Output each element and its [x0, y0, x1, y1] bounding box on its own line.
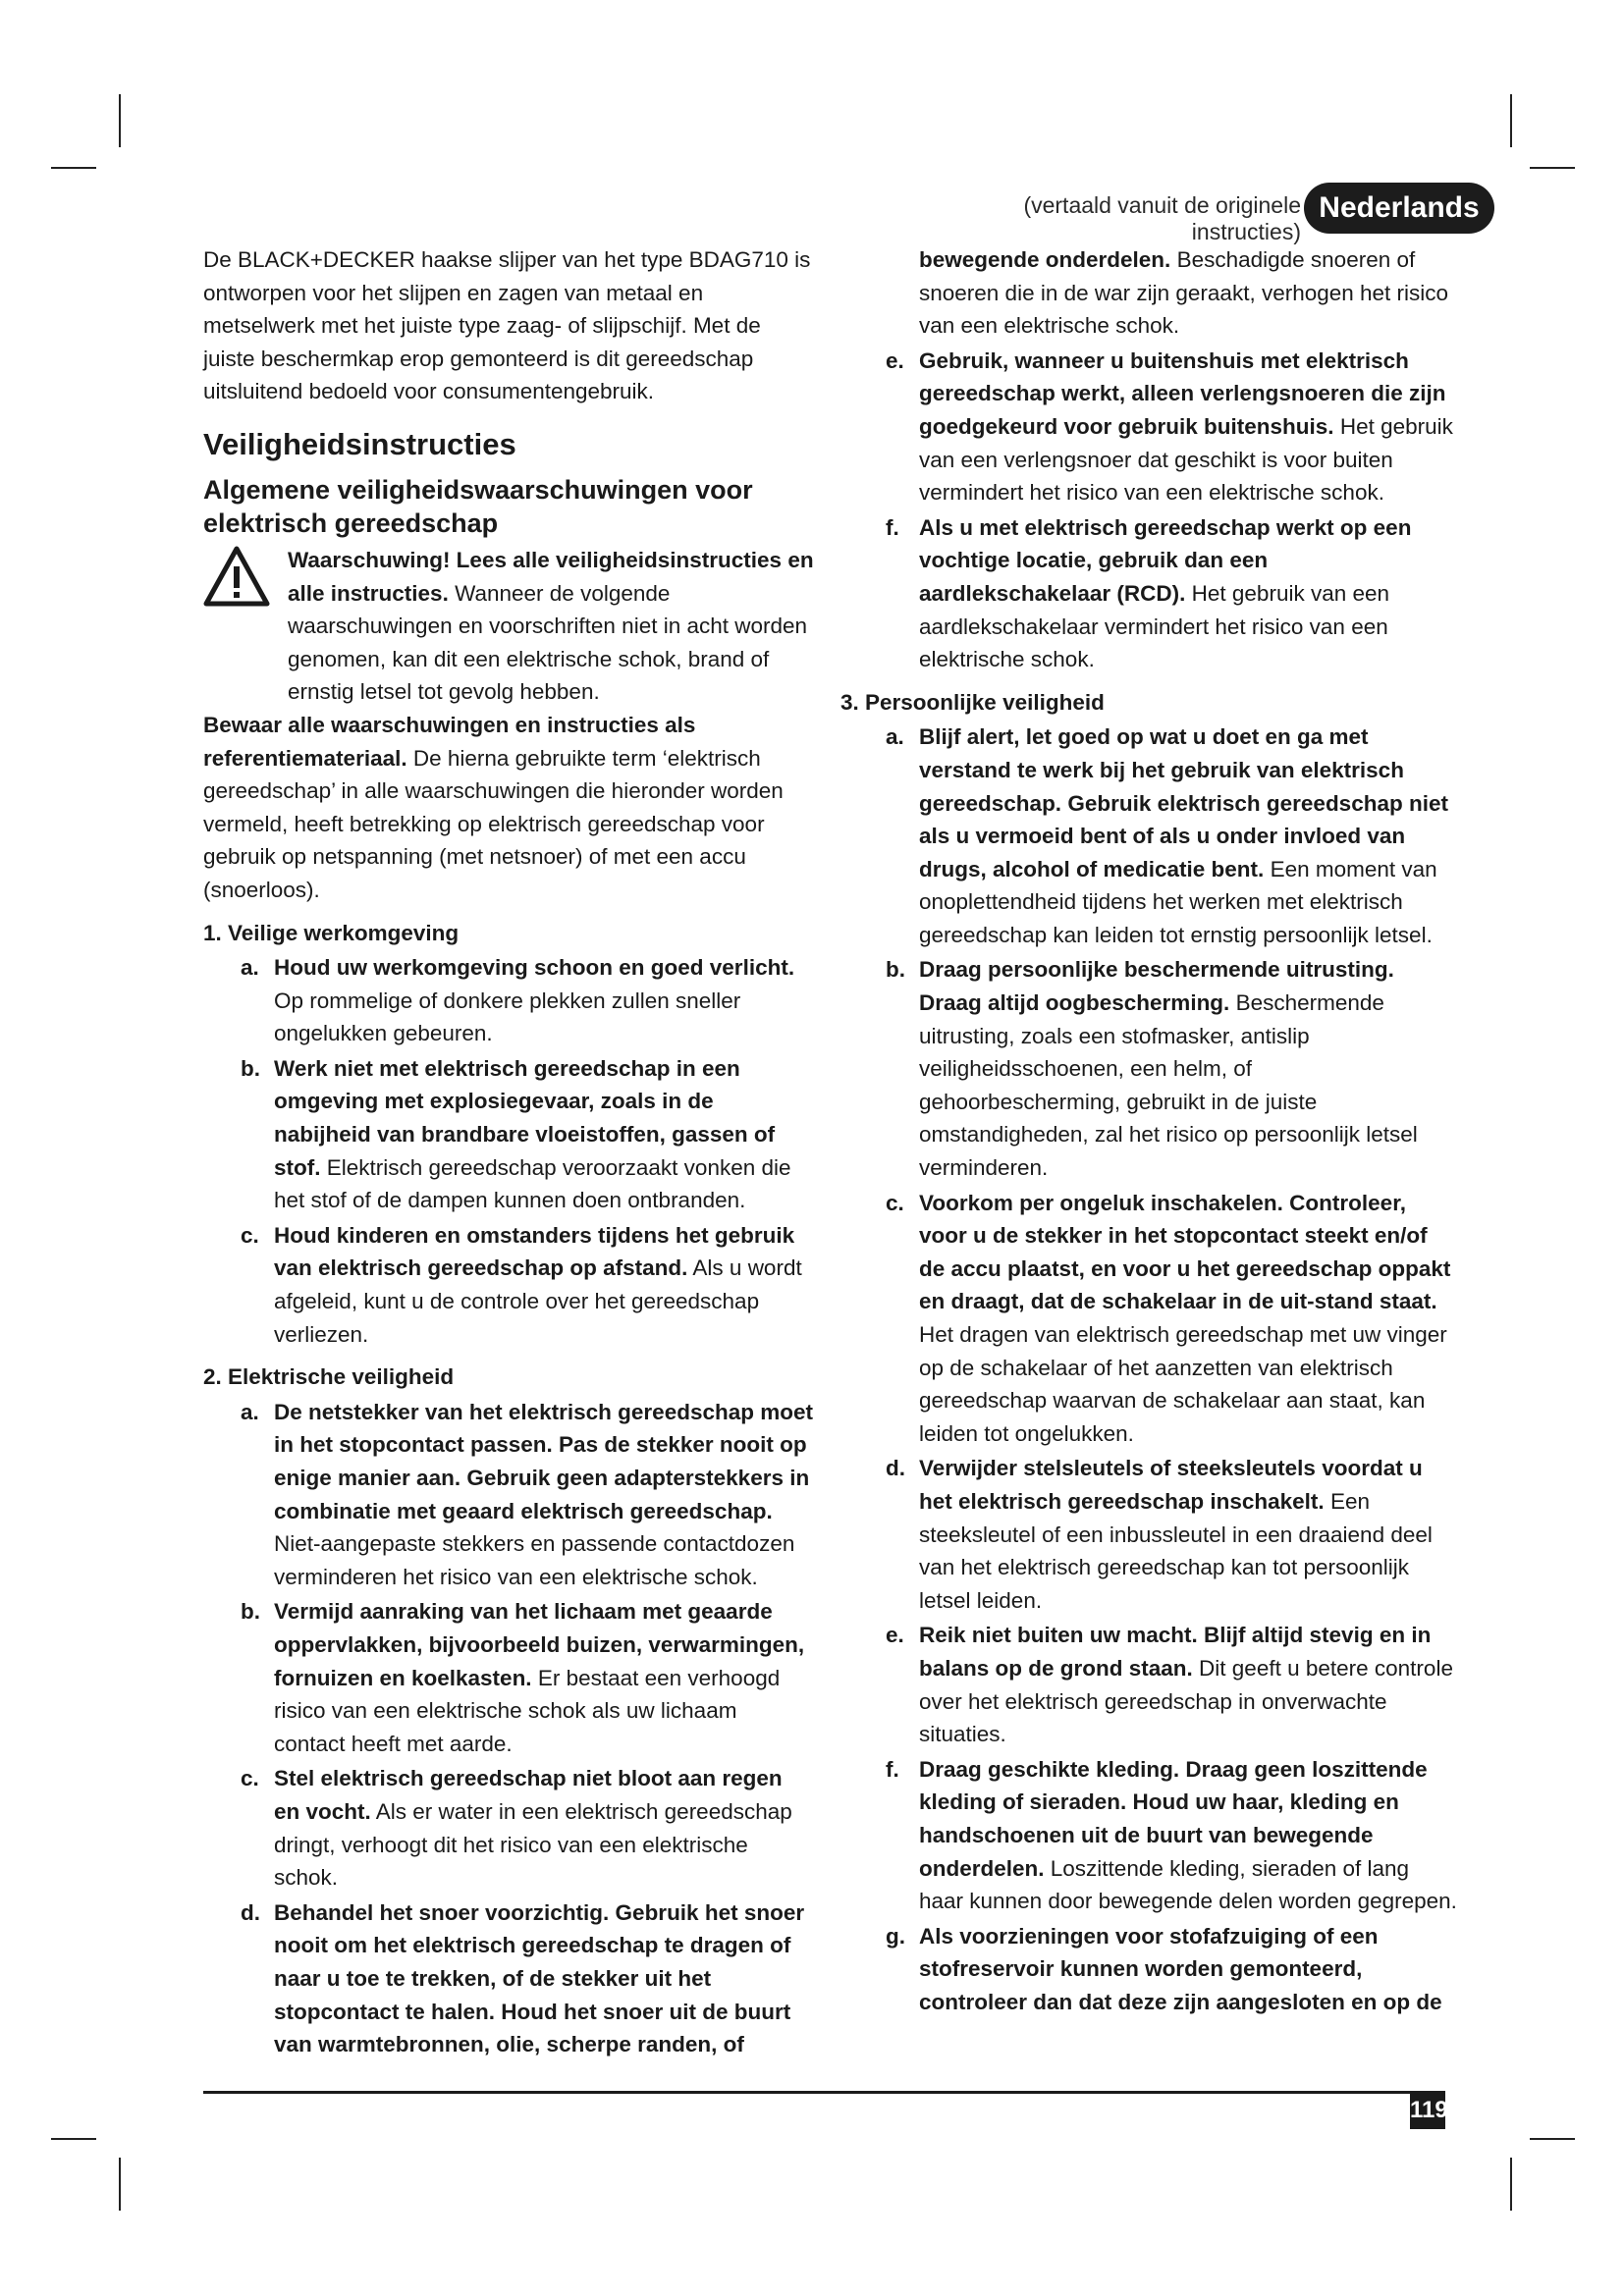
crop-mark — [51, 2138, 96, 2140]
page-number: 119 — [1410, 2092, 1445, 2129]
section-3-item-g: g. Als voorzieningen voor stofafzuiging of een stofreservoir kunnen worden gemonteerd, controleer dan dat deze zijn aangesloten en op de — [886, 1923, 1442, 2014]
crop-mark — [1530, 2138, 1575, 2140]
section-3-item-a: a. Blijf alert, let goed op wat u doet en ga met verstand te werk bij het gebruik van elektrisch gereedschap. Gebruik elektrisch gereedschap niet als u vermoeid bent of als u onder invloed van drugs, alcohol of medicatie bent. Een moment van onoplettendheid tijdens het werken met elektrisch gereedschap kan leiden tot ernstig persoonlijk letsel. — [886, 724, 1448, 947]
safety-heading: Veiligheidsinstructies — [203, 426, 516, 461]
section-2-item-d: d. Behandel het snoer voorzichtig. Gebruik het snoer nooit om het elektrisch gereedschap te dragen of naar u toe te trekken, of de stekker uit het stopcontact te halen. Houd het snoer uit de buurt van warmtebronnen, olie, scherpe randen, of — [241, 1899, 805, 2057]
language-badge: Nederlands — [1304, 183, 1494, 234]
general-warnings-heading: Algemene veiligheidswaarschuwingen voor elektrisch gereedschap — [203, 474, 753, 538]
crop-mark — [119, 94, 121, 147]
left-column — [203, 243, 814, 2061]
warning-block — [203, 544, 814, 709]
section-2-title: 2. Elektrische veiligheid — [203, 1364, 455, 1390]
footer-rule — [203, 2091, 1445, 2094]
translation-note: (vertaald vanuit de originele instructies) — [1023, 192, 1301, 244]
right-column — [840, 243, 1459, 2018]
section-2-item-e: e. Gebruik, wanneer u buitenshuis met elektrisch gereedschap werkt, alleen verlengsnoeren die zijn goedgekeurd voor gebruik buitenshuis. Het gebruik van een verlengsnoer dat geschikt is voor buiten vermindert het risico van een elektrische schok. — [886, 347, 1453, 506]
keep-instructions — [203, 709, 814, 907]
section-2-item-c: c. Stel elektrisch gereedschap niet bloot aan regen en vocht. Als er water in een elektrisch gereedschap dringt, verhoogt dit het risico van een elektrische schok. — [241, 1766, 792, 1891]
warning-text: Wanneer de volgende waarschuwingen en voorschriften niet in acht worden genomen, kan dit een elektrische schok, brand of ernstig letsel tot gevolg hebben. — [288, 580, 808, 705]
keep-text: De hierna gebruikte term ‘elektrisch gereedschap’ in alle waarschuwingen die hieronder worden vermeld, heeft betrekking op elektrisch gereedschap voor gebruik op netspanning (met netsnoer) of met een accu (snoerloos). — [203, 745, 784, 902]
section-3-item-c: c. Voorkom per ongeluk inschakelen. Controleer, voor u de stekker in het stopcontact steekt en/of de accu plaatst, en voor u het gereedschap oppakt en draagt, dat de schakelaar in de uit-stand staat. Het dragen van elektrisch gereedschap met uw vinger op de schakelaar of het aanzetten van elektrisch gereedschap waarvan de schakelaar aan staat, kan leiden tot ongelukken. — [886, 1190, 1451, 1446]
section-2-item-f: f. Als u met elektrisch gereedschap werkt op een vochtige locatie, gebruik dan een aardlekschakelaar (RCD). Het gebruik van een aardlekschakelaar vermindert het risico van een elektrische schok. — [886, 514, 1412, 672]
section-3-item-f: f. Draag geschikte kleding. Draag geen loszittende kleding of sieraden. Houd uw haar, kleding en handschoenen uit de buurt van bewegende onderdelen. Loszittende kleding, sieraden of lang haar kunnen door bewegende delen worden gegrepen. — [886, 1756, 1457, 1914]
warning-triangle-icon — [203, 546, 270, 607]
section-1-title: 1. Veilige werkomgeving — [203, 920, 460, 945]
section-2-item-a: a. De netstekker van het elektrisch gereedschap moet in het stopcontact passen. Pas de stekker nooit op enige manier aan. Gebruik geen adapterstekkers in combinatie met geaard elektrisch gereedschap. Niet-aangepaste stekkers en passende contactdozen verminderen het risico van een elektrische schok. — [241, 1399, 813, 1589]
section-2-item-d-continued: bewegende onderdelen. Beschadigde snoeren of snoeren die in de war zijn geraakt, verhogen het risico van een elektrische schok. — [919, 247, 1449, 339]
section-1-item-c: c. Houd kinderen en omstanders tijdens het gebruik van elektrisch gereedschap op afstand. Als u wordt afgeleid, kunt u de controle over het gereedschap verliezen. — [241, 1222, 802, 1347]
section-2-item-b: b. Vermijd aanraking van het lichaam met geaarde oppervlakken, bijvoorbeeld buizen, verwarmingen, fornuizen en koelkasten. Er bestaat een verhoogd risico van een elektrische schok als uw lichaam contact heeft met aarde. — [241, 1599, 805, 1756]
crop-mark — [51, 167, 96, 169]
keep-bold: Bewaar alle waarschuwingen en instructies als referentiemateriaal. — [203, 712, 696, 771]
section-3-item-d: d. Verwijder stelsleutels of steeksleutels voordat u het elektrisch gereedschap inschakelt. Een steeksleutel of een inbussleutel in een draaiend deel van het elektrisch gereedschap kan tot persoonlijk letsel leiden. — [886, 1456, 1433, 1613]
section-1-item-a: a. Houd uw werkomgeving schoon en goed verlicht. Op rommelige of donkere plekken zullen sneller ongelukken gebeuren. — [241, 955, 795, 1046]
section-3-item-b: b. Draag persoonlijke beschermende uitrusting. Draag altijd oogbescherming. Beschermende uitrusting, zoals een stofmasker, antislip veiligheidsschoenen, een helm, of gehoorbescherming, gebruikt in de juiste omstandigheden, zal het risico op persoonlijk letsel verminderen. — [886, 957, 1418, 1181]
crop-mark — [119, 2158, 121, 2211]
warning-bold: Waarschuwing! Lees alle veiligheidsinstructies en alle instructies. — [288, 547, 814, 606]
section-3-item-e: e. Reik niet buiten uw macht. Blijf altijd stevig en in balans op de grond staan. Dit geeft u betere controle over het elektrisch gereedschap in onverwachte situaties. — [886, 1623, 1453, 1747]
crop-mark — [1510, 94, 1512, 147]
section-3-title: 3. Persoonlijke veiligheid — [840, 689, 1105, 715]
section-1-item-b: b. Werk niet met elektrisch gereedschap in een omgeving met explosiegevaar, zoals in de nabijheid van brandbare vloeistoffen, gassen of stof. Elektrisch gereedschap veroorzaakt vonken die het stof of de dampen kunnen doen ontbranden. — [241, 1055, 791, 1213]
intro-paragraph: De BLACK+DECKER haakse slijper van het type BDAG710 is ontworpen voor het slijpen en zagen van metaal en metselwerk met het juiste type zaag- of slijpschijf. Met de juiste beschermkap erop gemonteerd is dit gereedschap uitsluitend bedoeld voor consumentengebruik. — [203, 247, 811, 404]
crop-mark — [1530, 167, 1575, 169]
crop-mark — [1510, 2158, 1512, 2211]
